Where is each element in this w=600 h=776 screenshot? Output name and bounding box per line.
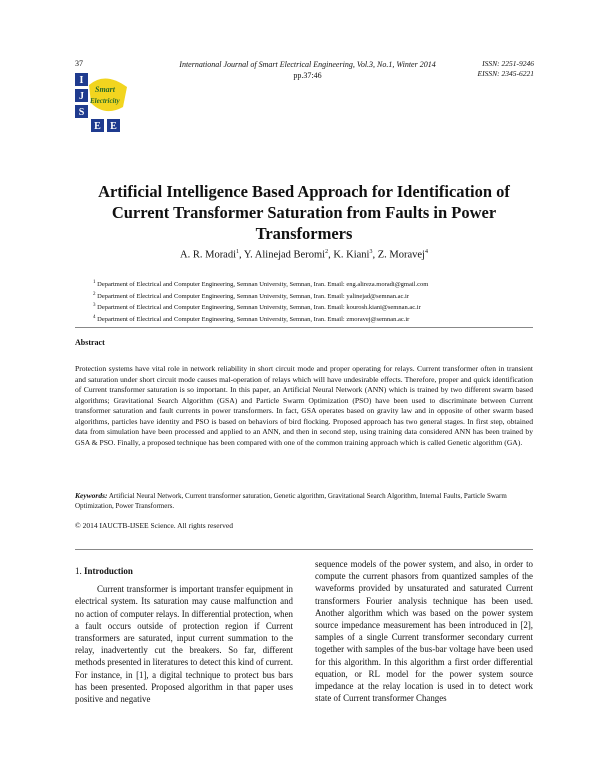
keywords-text: Artificial Neural Network, Current transformer saturation, Genetic algorithm, Gravitational Search Algorithm, Internal Faults, Particle Swarm Optimization, Power Transformers. (75, 492, 507, 510)
section-heading (75, 565, 293, 577)
author-4: , Z. Moravej (372, 249, 425, 261)
affiliation-3: $^3$ Department of Electrical and Computer Engineering, Semnan University, Semnan, Iran. Email: kourosh.kiani@semnan.ac.ir (93, 303, 421, 312)
column-left (75, 565, 293, 705)
rule-above-abstract (75, 327, 533, 328)
logo-letter-e2: E (110, 121, 117, 132)
logo-letter-s: S (78, 107, 85, 118)
keywords-label: Keywords: (75, 491, 108, 500)
logo-letter-e1: E (94, 121, 101, 132)
affiliation-1: $^1$ Department of Electrical and Computer Engineering, Semnan University, Semnan, Iran. Email: eng.alireza.moradi@gmail.com (93, 280, 429, 289)
author-4-sup: 4 (424, 249, 428, 255)
section-number: 1. (75, 566, 82, 576)
author-2: , Y. Alinejad Beromi (239, 249, 326, 261)
rule-below-copyright (75, 549, 533, 550)
intro-paragraph-right: sequence models of the power system, and also, in order to compute the current phasors from quantized samples of the waveforms provided by unsaturated and saturated Current transformers Fourier analysis technique has been used. Another algorithm which was based on the power system source impedance measurement has been introduced in [2], samples of a single Current transformer secondary current together with samples of the bus-bar voltage have been used for this algorithm. In this algorithm a first order differential equation, or RL model for the power system source impedance at the relay location is used in to detect work state of Current transformer Changes (315, 559, 533, 704)
page-number: 37 (75, 59, 83, 68)
issn: ISSN: 2251-9246 (482, 59, 534, 68)
paper-title: Artificial Intelligence Based Approach for Identification of Current Transformer Saturation from Faults in Power Transformers (98, 182, 510, 243)
journal-header (175, 59, 440, 81)
keywords (75, 491, 533, 511)
author-1-sup: 1 (236, 249, 240, 255)
eissn: EISSN: 2345-6221 (477, 69, 534, 78)
abstract-body: Protection systems have vital role in network reliability in short circuit mode and proper operating for relays. Current transformer often in transient and saturation under short circuit mode causes mal-operation of relays which will have undesirable effects. Therefore, proper and quick identification of Current transformer saturation is so important. In this paper, an Artificial Neural Network (ANN) which is trained by two different swarm based algorithms; Gravitational Search Algorithm (GSA) and Particle Swarm Optimization (PSO) have been used to discriminate between Current transformer saturation and fault currents in power transformers. In fact, GSA operates based on gravity law and in opposite of other swarm based algorithms, particles have identity and PSO is based on behaviors of bird flocking. Proposed approach has two general stages. In first step, obtained data from simulation have been processed and applied to an ANN, and then in second step, using training data considered ANN has been trained by GSA & PSO. Finally, a proposed technique has been compared with one of the common training approach which is called Genetic algorithm (GA). (75, 364, 533, 447)
author-1: A. R. Moradi (180, 249, 237, 261)
journal-name: International Journal of Smart Electrical Engineering, Vol.3, No.1, Winter 2014 (179, 60, 436, 69)
logo-letter-i: I (79, 75, 84, 86)
page-range: pp.37:46 (293, 71, 322, 80)
logo-letter-j: J (79, 91, 84, 102)
affiliation-4: $^4$ Department of Electrical and Computer Engineering, Semnan University, Semnan, Iran. Email: zmoravej@semnan.ac.ir (93, 314, 410, 324)
affiliation-2: $^2$ Department of Electrical and Computer Engineering, Semnan University, Semnan, Iran. Email: yalinejad@semnan.ac.ir (93, 291, 409, 300)
author-3: , K. Kiani (328, 249, 370, 261)
column-right (315, 558, 533, 704)
author-2-sup: 2 (325, 249, 329, 255)
author-3-sup: 3 (369, 249, 373, 255)
issn-block (452, 59, 534, 79)
journal-logo (75, 73, 133, 135)
affiliations (93, 278, 533, 325)
logo-electricity: Electricity (90, 97, 120, 105)
intro-paragraph-left: Current transformer is important transfer equipment in electrical system. Its saturation may cause malfunction and no action of computer relays. In differential protection, when a fault occurs outside of protection region if Current transformers are saturated, input current summation to the relay, inadvertently cut the breakers. So far, different methods presented in literatures to detect this kind of current. For instance, in [1], a digital technique to protect bus bars has been presented. Proposed algorithm in that paper uses positive and negative (75, 584, 293, 705)
abstract-heading: Abstract (75, 338, 105, 347)
logo-smart: Smart (95, 85, 116, 94)
author-list (75, 249, 533, 261)
section-title: Introduction (84, 566, 133, 576)
copyright: © 2014 IAUCTB-IJSEE Science. All rights reserved (75, 521, 233, 530)
